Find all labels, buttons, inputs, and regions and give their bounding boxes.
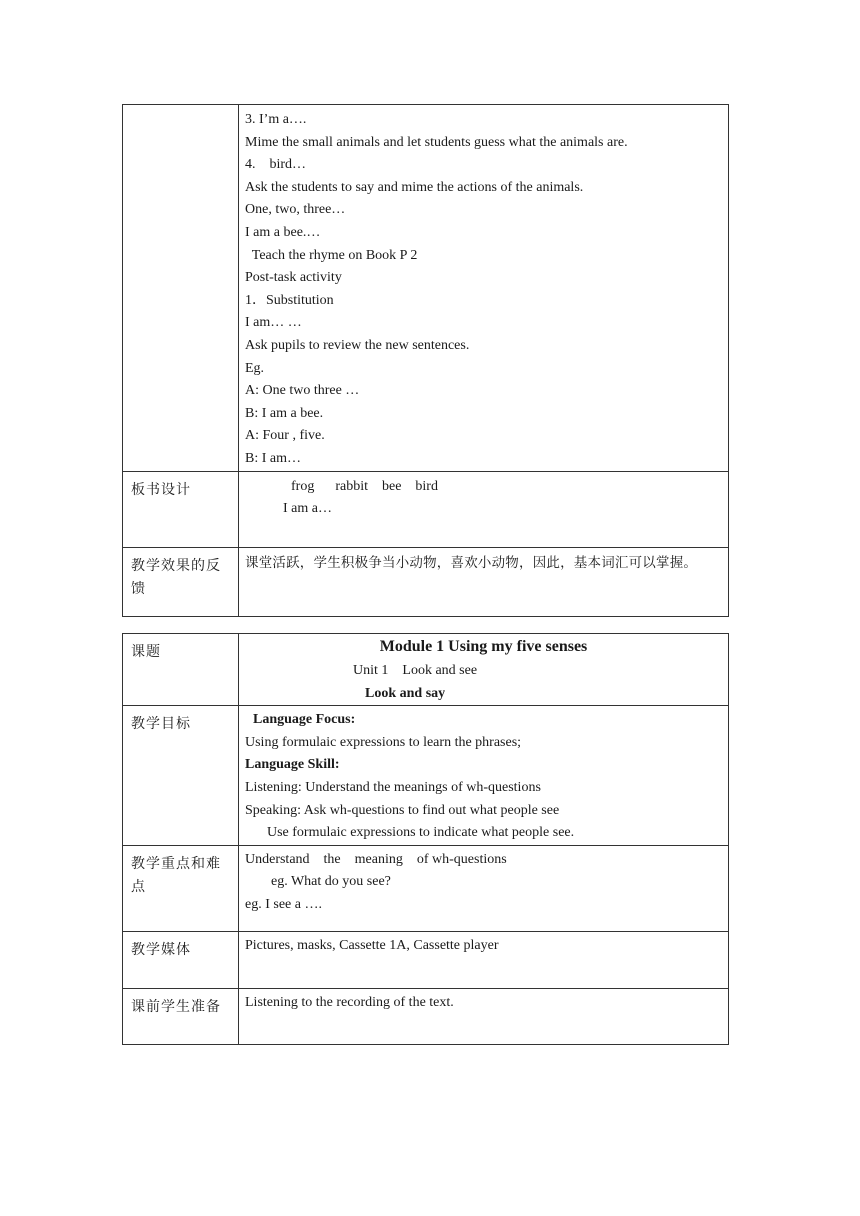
student-prep-text: Listening to the recording of the text.: [245, 994, 454, 1010]
feedback-cell: [239, 547, 729, 616]
speaking-text: Speaking: Ask wh-questions to find out what people see: [245, 802, 560, 818]
procedure-line: A: Four , five.: [245, 428, 325, 444]
feedback-text: 课堂活跃，学生积极争当小动物，喜欢小动物，因此，基本词汇可以掌握。: [245, 554, 698, 571]
lesson-plan-table: [122, 633, 729, 1045]
procedure-line: 4. bird…: [245, 157, 307, 173]
objectives-cell: [239, 706, 729, 846]
feedback-label: 教学效果的反馈: [123, 547, 239, 616]
key-points-cell: [239, 845, 729, 931]
procedure-line: B: I am a bee.: [245, 405, 324, 421]
procedure-line: Ask pupils to review the new sentences.: [245, 337, 470, 353]
procedure-line: A: One two three …: [245, 383, 360, 399]
lesson-procedure-table: [122, 104, 729, 617]
procedure-line: Ask the students to say and mime the actions of the animals.: [245, 179, 584, 195]
board-sentence: I am a…: [283, 501, 332, 517]
procedure-line: Eg.: [245, 360, 265, 376]
speaking-text-continued: Use formulaic expressions to indicate what people see.: [267, 825, 575, 841]
key-points-line: Understand the meaning of wh-questions: [245, 851, 507, 867]
media-text: Pictures, masks, Cassette 1A, Cassette player: [245, 937, 499, 953]
listening-text: Listening: Understand the meanings of wh-questions: [245, 779, 541, 795]
board-design-label: 板书设计: [123, 471, 239, 547]
student-prep-label: 课前学生准备: [123, 988, 239, 1044]
key-points-example: eg. I see a ….: [245, 896, 322, 912]
procedure-line: B: I am…: [245, 450, 301, 466]
student-prep-cell: [239, 988, 729, 1044]
procedure-line: Mime the small animals and let students guess what the animals are.: [245, 134, 628, 150]
module-title: Module 1 Using my five senses: [379, 638, 588, 655]
procedure-line: 1．Substitution: [245, 292, 334, 308]
unit-line: Unit 1 Look and see: [353, 663, 478, 678]
objectives-label: 教学目标: [123, 706, 239, 846]
board-design-cell: [239, 471, 729, 547]
lesson-line: Look and say: [365, 685, 446, 701]
procedure-line: 3. I’m a….: [245, 112, 307, 127]
procedure-label-cell: [123, 105, 239, 472]
media-label: 教学媒体: [123, 931, 239, 988]
procedure-line: Post-task activity: [245, 270, 342, 286]
focus-heading: Language Focus:: [253, 712, 356, 728]
board-words: frog rabbit bee bird: [291, 478, 438, 494]
topic-label: 课题: [123, 634, 239, 706]
media-cell: [239, 931, 729, 988]
focus-text: Using formulaic expressions to learn the phrases;: [245, 734, 522, 750]
procedure-line: I am a bee.…: [245, 224, 321, 240]
key-points-label: 教学重点和难点: [123, 845, 239, 931]
procedure-content-cell: [239, 105, 729, 472]
topic-cell: [239, 634, 729, 706]
procedure-line: I am… …: [245, 315, 302, 331]
skill-heading: Language Skill:: [245, 757, 340, 773]
key-points-example: eg. What do you see?: [271, 874, 391, 890]
procedure-line: One, two, three…: [245, 202, 346, 218]
procedure-line: Teach the rhyme on Book P 2: [245, 247, 418, 263]
